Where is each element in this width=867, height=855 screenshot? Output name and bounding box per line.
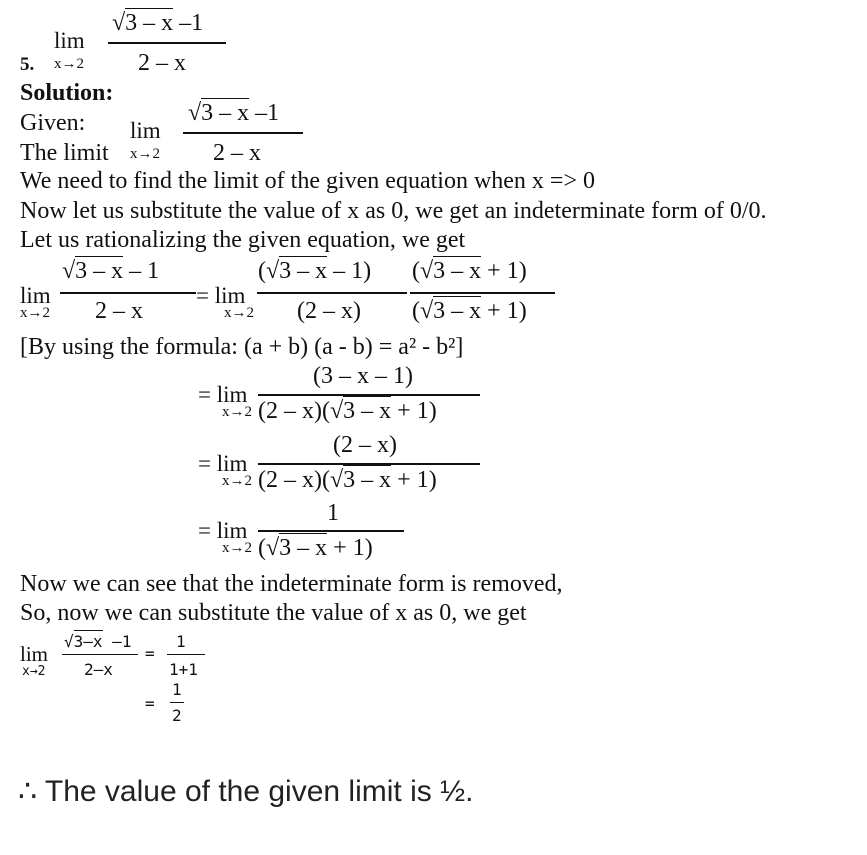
step2-denominator: (2 – x)(√3 – x + 1)	[258, 467, 437, 493]
final-r1-bar	[167, 654, 205, 655]
line-removed: Now we can see that the indeterminate form is removed,	[20, 571, 563, 597]
line-rationalize: Let us rationalizing the given equation, we get	[20, 227, 466, 253]
final-lim-sub: x→2	[22, 664, 46, 679]
problem-fraction-bar	[108, 42, 226, 44]
solution-heading: Solution:	[20, 80, 114, 106]
rat-eq-lim: = lim	[196, 283, 246, 308]
problem-denominator: 2 – x	[138, 50, 186, 76]
given-label: Given:	[20, 110, 86, 136]
problem-lim-sub: x→2	[54, 56, 84, 72]
final-denominator: 2–x	[84, 660, 113, 679]
step1-sub: x→2	[222, 404, 252, 420]
final-r2-bar	[170, 702, 184, 703]
step3-numerator: 1	[327, 500, 339, 526]
rat-lhs-numerator: √3 – x – 1	[62, 258, 160, 284]
line-need: We need to find the limit of the given equation when x => 0	[20, 168, 596, 194]
step2-numerator: (2 – x)	[333, 432, 397, 458]
rat-rhs-num1: (√3 – x – 1)	[258, 258, 372, 284]
final-eq2: =	[145, 694, 155, 713]
final-r1-num: 1	[176, 632, 186, 651]
final-fraction-bar	[62, 654, 138, 655]
step1-numerator: (3 – x – 1)	[313, 363, 413, 389]
rat-lhs-lim: lim	[20, 283, 51, 308]
rat-rhs-den1: (2 – x)	[297, 298, 361, 324]
rat-rhs-fraction-bar2	[410, 292, 555, 294]
rat-lhs-fraction-bar	[60, 292, 196, 294]
rat-rhs-sub: x→2	[224, 305, 254, 321]
rat-lhs-denominator: 2 – x	[95, 298, 143, 324]
given-lim: lim	[130, 118, 161, 143]
step2-sub: x→2	[222, 473, 252, 489]
problem-number: 5.	[20, 54, 35, 75]
rat-lhs-sub: x→2	[20, 305, 50, 321]
given-denominator: 2 – x	[213, 140, 261, 166]
conclusion: ∴ The value of the given limit is ½.	[18, 775, 474, 808]
given-lim-sub: x→2	[130, 146, 160, 162]
given-fraction-bar	[183, 132, 303, 134]
final-lim: lim	[20, 642, 49, 666]
rat-rhs-num2: (√3 – x + 1)	[412, 258, 527, 284]
line-substitute: Now let us substitute the value of x as 0, we get an indeterminate form of 0/0.	[20, 198, 767, 224]
line-substitute2: So, now we can substitute the value of x as 0, we get	[20, 600, 527, 626]
final-r1-den: 1+1	[169, 660, 198, 679]
rat-rhs-fraction-bar1	[257, 292, 407, 294]
step1-denominator: (2 – x)(√3 – x + 1)	[258, 398, 437, 424]
rat-rhs-den2: (√3 – x + 1)	[412, 298, 527, 324]
final-r2-num: 1	[172, 680, 182, 699]
formula-note: [By using the formula: (a + b) (a - b) = a² - b²]	[20, 334, 464, 360]
step1-eq-lim: = lim	[198, 382, 248, 407]
step3-eq-lim: = lim	[198, 518, 248, 543]
final-numerator: √3–x –1	[64, 632, 132, 651]
final-eq1: =	[145, 644, 155, 663]
given-numerator: √3 – x –1	[188, 100, 280, 126]
limit-label: The limit	[20, 140, 109, 166]
step2-eq-lim: = lim	[198, 451, 248, 476]
problem-numerator: √3 – x –1	[112, 10, 204, 36]
final-r2-den: 2	[172, 706, 182, 725]
step3-sub: x→2	[222, 540, 252, 556]
problem-lim: lim	[54, 28, 85, 53]
step3-denominator: (√3 – x + 1)	[258, 535, 373, 561]
step3-fraction-bar	[258, 530, 404, 532]
